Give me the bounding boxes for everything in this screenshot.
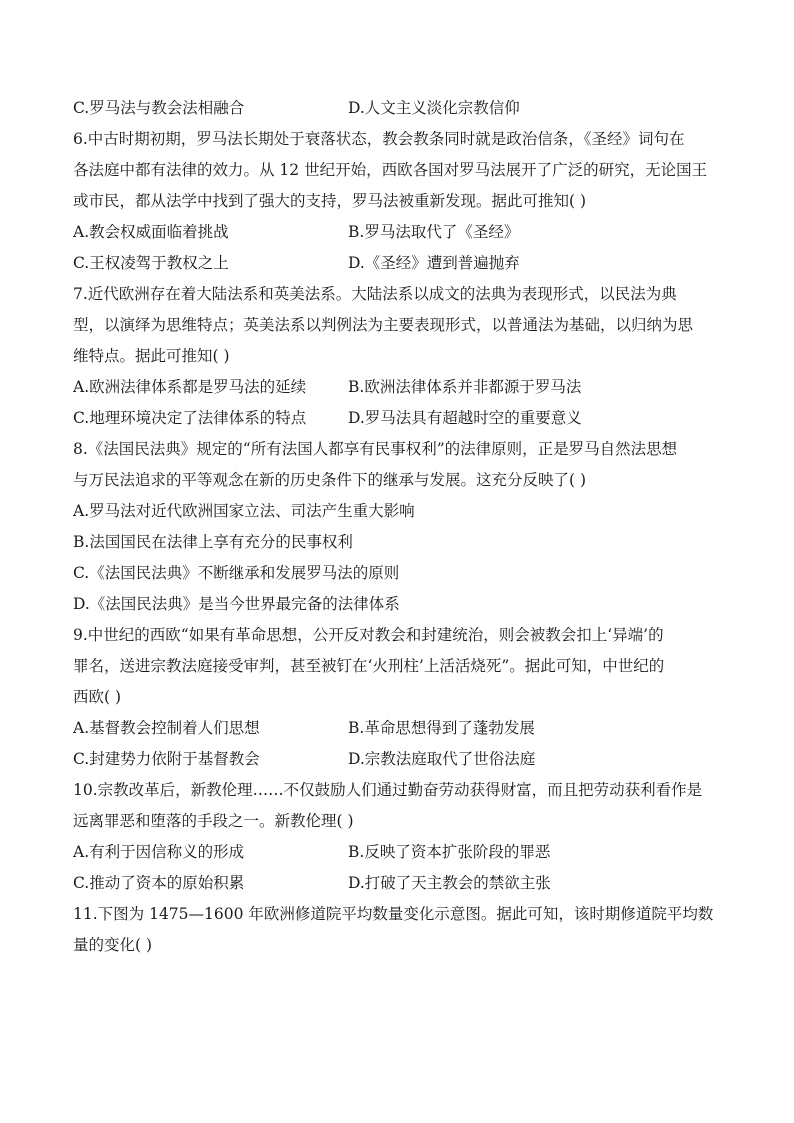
question-9-stem-line-3: 西欧( ) <box>73 688 122 706</box>
question-6-stem-line-3: 或市民，都从法学中找到了强大的支持，罗马法被重新发现。据此可推知( ) <box>73 192 587 210</box>
question-6-options-row-ab <box>73 217 725 248</box>
question-9-option-a[interactable]: A.基督教会控制着人们思想 <box>73 719 260 737</box>
prev-options-row-cd <box>73 93 725 124</box>
question-7-stem-line-3: 维特点。据此可推知( ) <box>73 347 230 365</box>
question-9 <box>73 620 725 775</box>
question-7-option-b[interactable]: B.欧洲法律体系并非都源于罗马法 <box>348 378 582 396</box>
question-7-stem-line-2: 型，以演绎为思维特点；英美法系以判例法为主要表现形式，以普通法为基础，以归纳为思 <box>73 316 694 334</box>
question-6-option-c[interactable]: C.王权凌驾于教权之上 <box>73 254 229 272</box>
question-8-option-b[interactable]: B.法国国民在法律上享有充分的民事权利 <box>73 533 353 551</box>
prev-option-c[interactable]: C.罗马法与教会法相融合 <box>73 99 245 117</box>
question-6-stem-line-2: 各法庭中都有法律的效力。从 12 世纪开始，西欧各国对罗马法展开了广泛的研究，无论国王 <box>73 161 708 179</box>
question-8-option-c[interactable]: C.《法国民法典》不断继承和发展罗马法的原则 <box>73 564 400 582</box>
question-9-stem-line-1: 9.中世纪的西欧“如果有革命思想，公开反对教会和封建统治，则会被教会扣上‘异端’的 <box>73 626 664 644</box>
question-10-options-row-ab <box>73 837 725 868</box>
question-8 <box>73 434 725 620</box>
question-11-stem-line-2: 量的变化( ) <box>73 936 153 954</box>
question-7-option-a[interactable]: A.欧洲法律体系都是罗马法的延续 <box>73 378 307 396</box>
question-10-option-b[interactable]: B.反映了资本扩张阶段的罪恶 <box>348 843 551 861</box>
question-9-option-b[interactable]: B.革命思想得到了蓬勃发展 <box>348 719 535 737</box>
question-7-stem-line-1: 7.近代欧洲存在着大陆法系和英美法系。大陆法系以成文的法典为表现形式，以民法为典 <box>73 285 677 303</box>
question-9-options-row-ab <box>73 713 725 744</box>
question-8-stem-line-1: 8.《法国民法典》规定的“所有法国人都享有民事权利”的法律原则，正是罗马自然法思想 <box>73 440 678 458</box>
question-7-option-c[interactable]: C.地理环境决定了法律体系的特点 <box>73 409 307 427</box>
question-9-option-c[interactable]: C.封建势力依附于基督教会 <box>73 750 260 768</box>
question-7-option-d[interactable]: D.罗马法具有超越时空的重要意义 <box>348 409 582 427</box>
question-7-options-row-cd <box>73 403 725 434</box>
question-6 <box>73 124 725 279</box>
question-8-option-a[interactable]: A.罗马法对近代欧洲国家立法、司法产生重大影响 <box>73 502 415 520</box>
question-6-stem-line-1: 6.中古时期初期，罗马法长期处于衰落状态，教会教条同时就是政治信条，《圣经》词句在 <box>73 130 685 148</box>
question-10-stem-line-2: 远离罪恶和堕落的手段之一。新教伦理( ) <box>73 812 354 830</box>
question-7 <box>73 279 725 434</box>
question-10-option-d[interactable]: D.打破了天主教会的禁欲主张 <box>348 874 551 892</box>
question-9-option-d[interactable]: D.宗教法庭取代了世俗法庭 <box>348 750 536 768</box>
question-9-stem-line-2: 罪名，送进宗教法庭接受审判，甚至被钉在‘火刑柱’上活活烧死”。据此可知，中世纪的 <box>73 657 665 675</box>
question-6-option-d[interactable]: D.《圣经》遭到普遍抛弃 <box>348 254 520 272</box>
question-10 <box>73 775 725 899</box>
question-11 <box>73 899 725 961</box>
question-10-option-a[interactable]: A.有利于因信称义的形成 <box>73 843 245 861</box>
question-8-option-d[interactable]: D.《法国民法典》是当今世界最完备的法律体系 <box>73 595 400 613</box>
question-6-options-row-cd <box>73 248 725 279</box>
question-6-option-b[interactable]: B.罗马法取代了《圣经》 <box>348 223 520 241</box>
question-10-options-row-cd <box>73 868 725 899</box>
question-6-option-a[interactable]: A.教会权威面临着挑战 <box>73 223 229 241</box>
question-7-options-row-ab <box>73 372 725 403</box>
question-8-stem-line-2: 与万民法追求的平等观念在新的历史条件下的继承与发展。这充分反映了( ) <box>73 471 587 489</box>
question-11-stem-line-1: 11.下图为 1475—1600 年欧洲修道院平均数量变化示意图。据此可知，该时期修道院平均数 <box>73 905 714 923</box>
question-9-options-row-cd <box>73 744 725 775</box>
question-10-stem-line-1: 10.宗教改革后，新教伦理……不仅鼓励人们通过勤奋劳动获得财富，而且把劳动获利看作是 <box>73 781 703 799</box>
question-10-option-c[interactable]: C.推动了资本的原始积累 <box>73 874 245 892</box>
page-content <box>73 93 725 961</box>
prev-option-d[interactable]: D.人文主义淡化宗教信仰 <box>348 99 520 117</box>
